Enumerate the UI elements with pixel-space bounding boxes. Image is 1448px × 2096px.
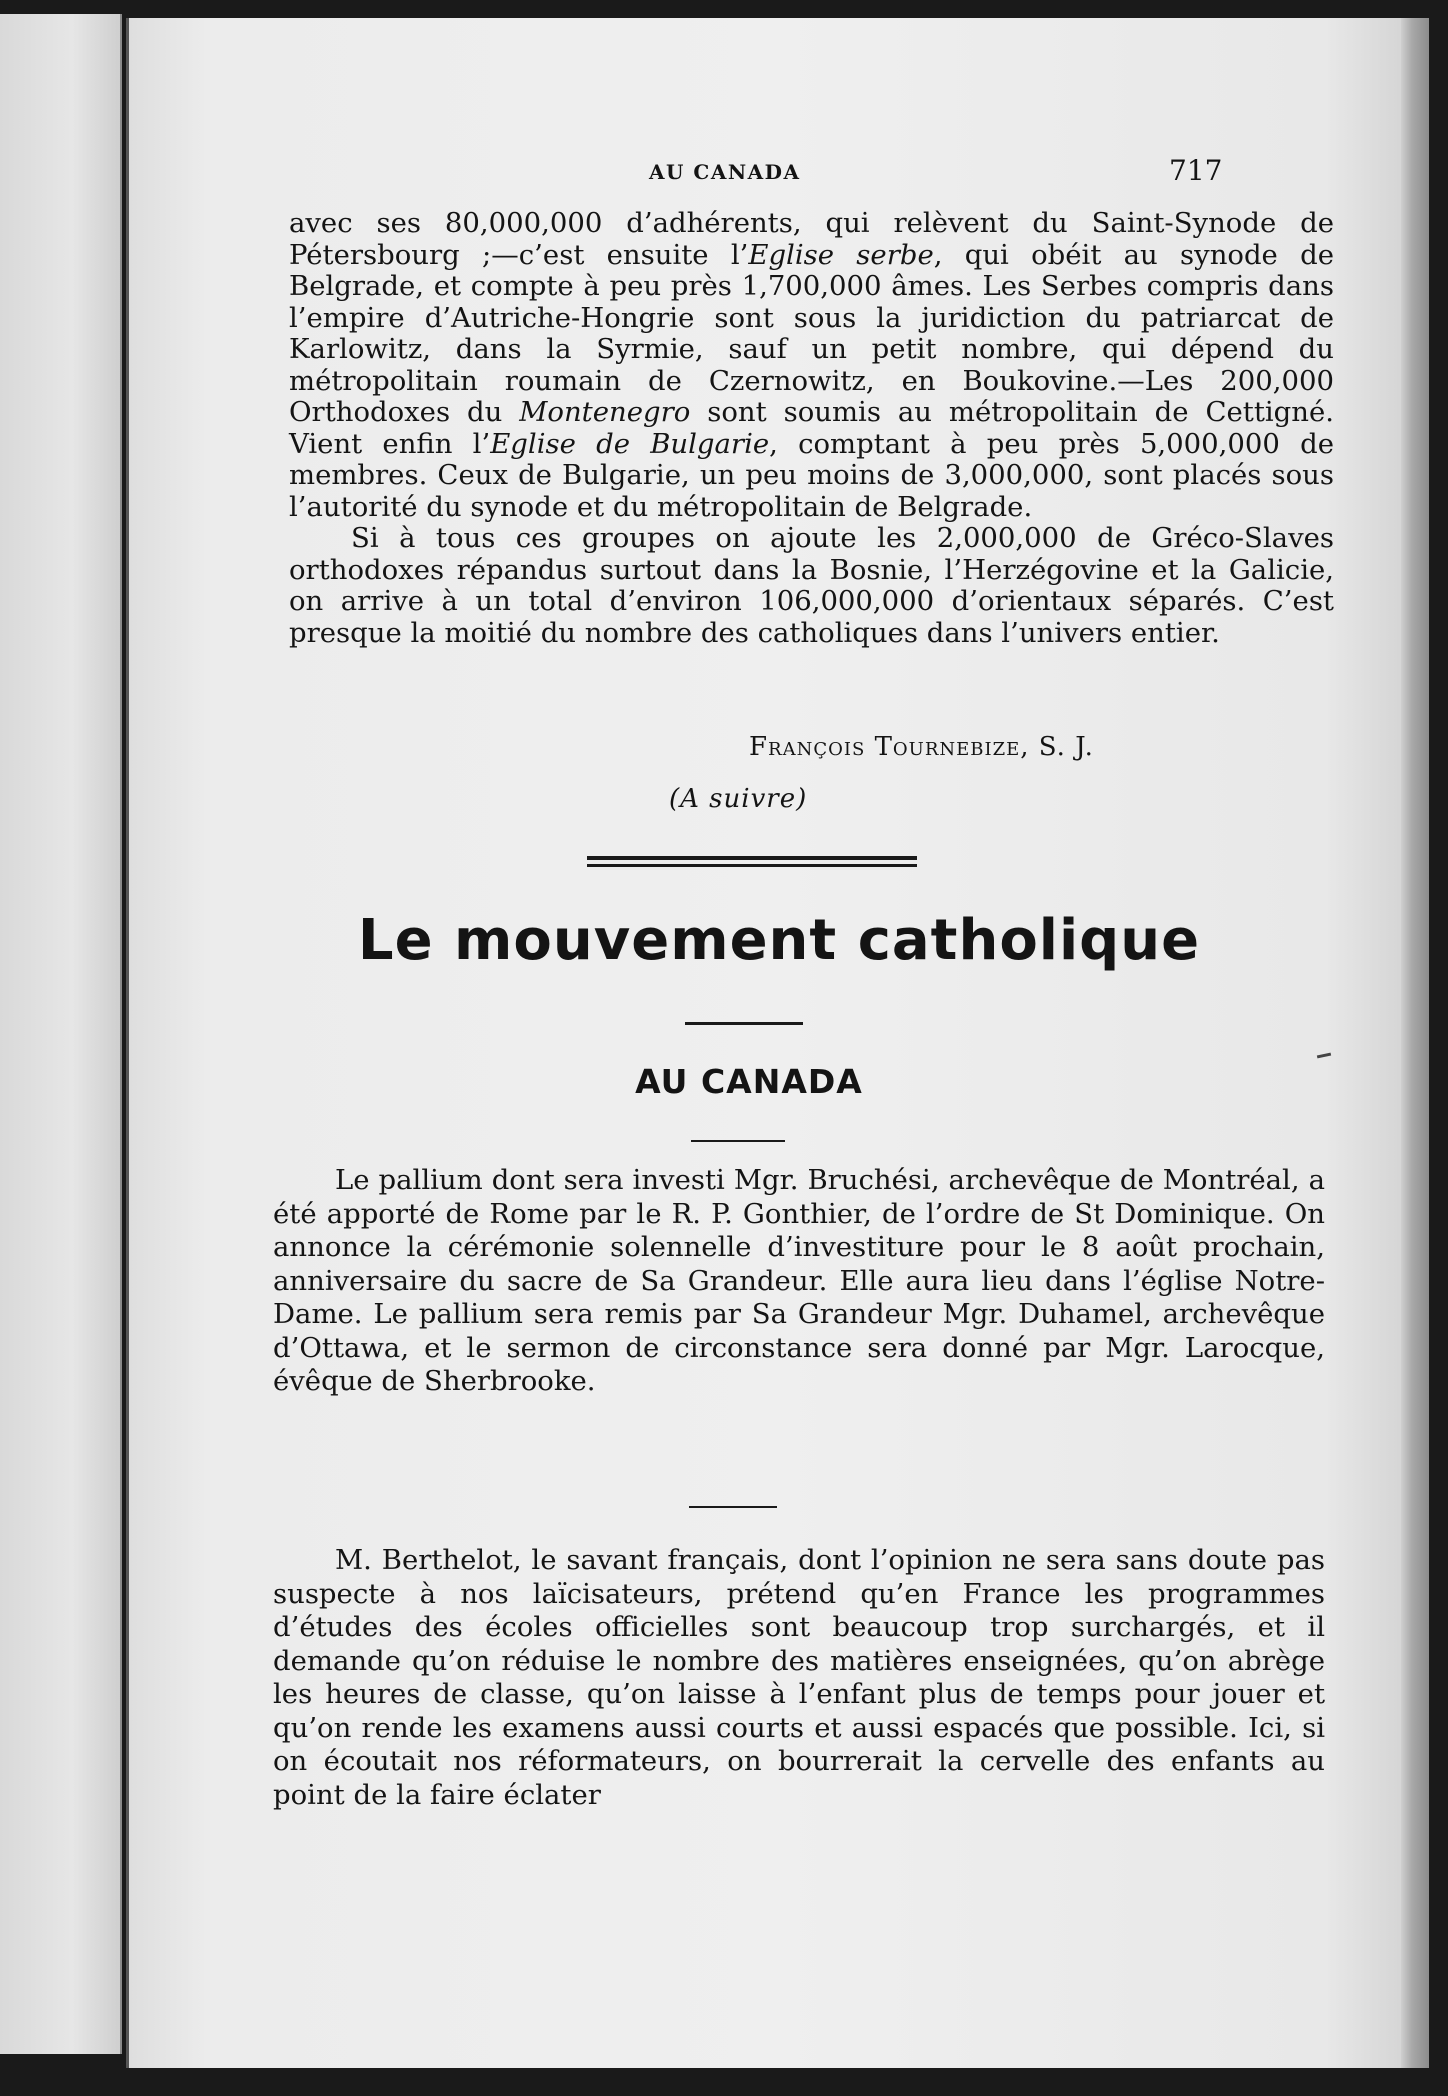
divider-line	[587, 864, 917, 867]
page-number: 717	[1169, 154, 1223, 187]
subtitle-rule	[691, 1140, 785, 1142]
page-content	[129, 18, 1429, 2068]
facing-page-edge	[0, 14, 122, 2054]
text-run: , qui obéit au synode de Belgrade, et compte à peu près 1,700,000 âmes. Les Serbes compris dans l’empire d’Autriche-Hongrie sont sous la juridiction du patriarcat de Karlowitz, dans la Syrmie, sauf un petit nombre, qui dépend du métropolitain roumain de Czernowitz, en Boukovine.—Les 200,000 Orthodoxes du	[289, 238, 1334, 428]
section-divider	[587, 856, 917, 867]
news-item-pallium	[273, 1164, 1325, 1399]
scan-speck	[1317, 1053, 1331, 1059]
book-page	[126, 18, 1429, 2068]
text-run: , comptant à peu près 5,000,000 de membres. Ceux de Bulgarie, un peu moins de 3,000,000, sont placés sous l’autorité du synode et du métropolitain de Belgrade.	[289, 427, 1334, 523]
previous-article-ending	[289, 208, 1334, 649]
item-separator-rule	[689, 1506, 777, 1508]
continued-note: (A suivre)	[669, 784, 808, 814]
news-item-berthelot	[273, 1544, 1325, 1812]
author-signature: François Tournebize, S. J.	[749, 732, 1094, 762]
paragraph: Si à tous ces groupes on ajoute les 2,000,000 de Gréco-Slaves orthodoxes répandus surtout dans la Bosnie, l’Herzégovine et la Galicie, on arrive à un total d’environ 106,000,000 d’orientaux séparés. C’est presque la moitié du nombre des catholiques dans l’univers entier.	[289, 522, 1334, 649]
text-run: avec ses 80,000,000 d’adhérents, qui relèvent du Saint-Synode de Pétersbourg ;—c’est ensuite l’	[289, 207, 1334, 271]
italic-run: Eglise serbe	[748, 238, 934, 271]
section-subtitle: AU CANADA	[635, 1062, 863, 1101]
divider-line	[587, 856, 917, 860]
title-rule	[685, 1022, 803, 1025]
paragraph: M. Berthelot, le savant français, dont l’opinion ne sera sans doute pas suspecte à nos laïcisateurs, prétend qu’en France les programmes d’études des écoles officielles sont beaucoup trop surchargés, et il demande qu’on réduise le nombre des matières enseignées, qu’on abrège les heures de classe, qu’on laisse à l’enfant plus de temps pour jouer et qu’on rende les examens aussi courts et aussi espacés que possible. Ici, si on écoutait nos réformateurs, on bourrerait la cervelle des enfants au point de la faire éclater	[273, 1544, 1325, 1811]
section-title: Le mouvement catholique	[357, 908, 1201, 973]
running-title: AU CANADA	[649, 160, 801, 184]
italic-run: Eglise de Bulgarie	[490, 427, 770, 460]
italic-run: Montenegro	[519, 396, 691, 428]
text-run: sont soumis au métropolitain de Cettigné. Vient enfin l’	[289, 396, 1334, 460]
paragraph: Le pallium dont sera investi Mgr. Bruchési, archevêque de Montréal, a été apporté de Rome par le R. P. Gonthier, de l’ordre de St Dominique. On annonce la cérémonie solennelle d’investiture pour le 8 août prochain, anniversaire du sacre de Sa Grandeur. Elle aura lieu dans l’église Notre-Dame. Le pallium sera remis par Sa Grandeur Mgr. Duhamel, archevêque d’Ottawa, et le sermon de circonstance sera donné par Mgr. Larocque, évêque de Sherbrooke.	[273, 1164, 1325, 1397]
running-head	[129, 140, 1429, 187]
paragraph	[289, 208, 1334, 523]
